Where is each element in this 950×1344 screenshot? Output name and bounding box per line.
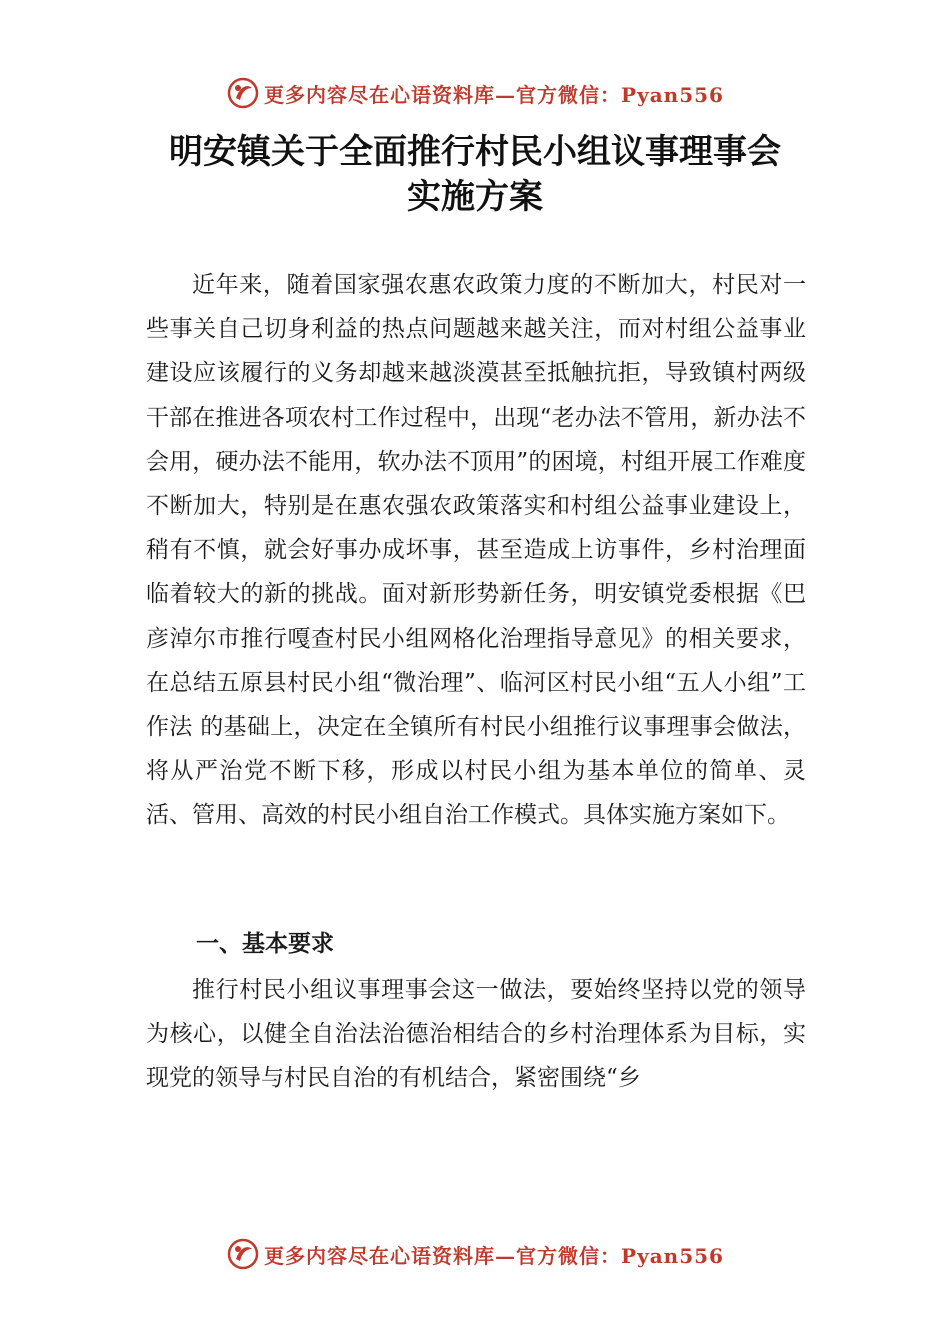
document-title-line1: 明安镇关于全面推行村民小组议事理事会 [169,132,781,172]
paragraph-1: 近年来，随着国家强农惠农政策力度的不断加大，村民对一些事关自己切身利益的热点问题越来越关注，而对村组公益事业建设应该履行的义务却越来越淡漠甚至抵触抗拒，导致镇村两级干部在推进各项农村工作过程中，出现“老办法不管用，新办法不会用，硬办法不能用，软办法不顶用”的困境，村组开展工作难度不断加大，特别是在惠农强农政策落实和村组公益事业建设上，稍有不慎，就会好事办成坏事，甚至造成上访事件，乡村治理面临着较大的新的挑战。面对新形势新任务，明安镇党委根据《巴彦淖尔市推行嘎查村民小组网格化治理指导意见》的相关要求，在总结五原县村民小组“微治理”、临河区村民小组“五人小组”工作法 的基础上，决定在全镇所有村民小组推行议事理事会做法， 将从严治党不断下移，形成以村民小组为基本单位的简单、灵活、管用、高效的村民小组自治工作模式。具体实施方案如下。 [146,272,806,829]
watermark-banner-top [0,73,950,113]
document-title-line2: 实施方案 [407,177,543,217]
paragraph-2: 推行村民小组议事理事会这一做法，要始终坚持以党的领导为核心，以健全自治法治德治相结合的乡村治理体系为目标，实现党的领导与村民自治的有机结合，紧密围绕“乡 [146,977,806,1092]
brand-logo-icon [226,1237,260,1271]
watermark-banner-bottom [0,1234,950,1274]
brand-logo-icon [226,76,260,110]
section-heading-1: 一、基本要求 [196,931,334,957]
watermark-text: 更多内容尽在心语资料库—官方微信：Pyan556 [264,1243,724,1268]
watermark-text: 更多内容尽在心语资料库—官方微信：Pyan556 [264,82,724,107]
